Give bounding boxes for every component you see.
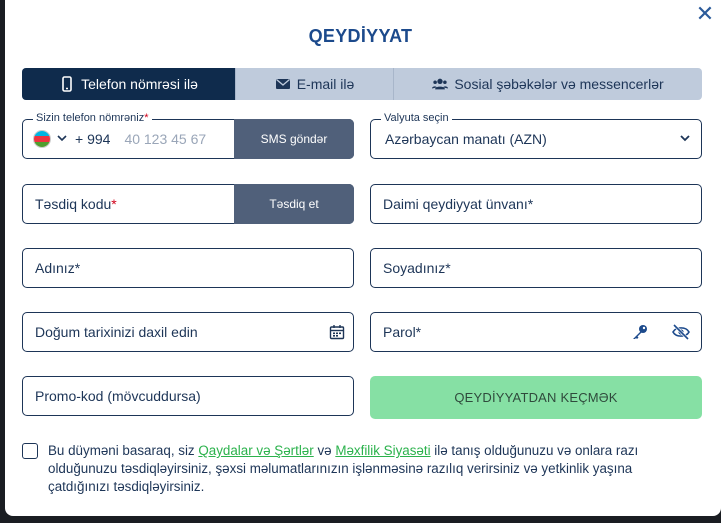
modal-title: QEYDİYYAT — [308, 26, 413, 46]
registration-tabs — [22, 68, 702, 100]
password-field[interactable] — [370, 312, 702, 352]
phone-input[interactable]: 40 123 45 67 — [124, 131, 207, 147]
eye-slash-icon[interactable] — [671, 323, 691, 341]
birth-date-placeholder: Doğum tarixinizi daxil edin — [35, 324, 198, 340]
confirm-code-placeholder: Təsdiq kodu* — [35, 196, 117, 212]
consent-text: Bu düyməni basaraq, siz Qaydalar və Şərtlər və Məxfilik Siyasəti ilə tanış olduğunuzu və onlara razı olduğunuzu təsdiqləyirsiniz, şəxsi məlumatlarınızın işlənməsinə razılıq verirsiniz və yetkinlik yaşına çatdığınızı təsdiqləyirsiniz. — [48, 443, 639, 494]
currency-label: Valyuta seçin — [381, 112, 452, 124]
phone-field[interactable] — [22, 112, 354, 159]
tab-social[interactable] — [394, 68, 702, 100]
tab-social-label: Sosial şəbəkələr və messencerlər — [454, 76, 664, 92]
phone-icon — [59, 76, 75, 92]
key-icon[interactable] — [631, 323, 649, 341]
consent-block — [22, 442, 692, 496]
address-placeholder: Daimi qeydiyyat ünvanı* — [383, 196, 534, 212]
promo-code-placeholder: Promo-kod (mövcuddursa) — [35, 388, 201, 404]
consent-checkbox[interactable] — [22, 443, 38, 459]
confirm-code-field[interactable] — [22, 184, 354, 224]
country-code: + 994 — [75, 131, 111, 147]
register-button[interactable]: QEYDİYYATDAN KEÇMƏK — [370, 376, 702, 419]
tab-email[interactable] — [236, 68, 394, 100]
password-placeholder: Parol* — [383, 324, 422, 340]
currency-value: Azərbaycan manatı (AZN) — [385, 131, 547, 147]
tab-phone-label: Telefon nömrəsi ilə — [81, 76, 198, 92]
terms-link[interactable]: Qaydalar və Şərtlər — [198, 443, 314, 458]
chevron-down-icon[interactable] — [679, 132, 691, 144]
privacy-policy-link[interactable]: Məxfilik Siyasəti — [335, 443, 431, 458]
calendar-icon[interactable] — [329, 324, 345, 340]
birth-date-field[interactable] — [22, 312, 354, 352]
send-sms-button[interactable]: SMS göndər — [234, 119, 354, 159]
address-field[interactable] — [370, 184, 702, 224]
phone-label: Sizin telefon nömrəniz* — [33, 112, 152, 124]
promo-code-field[interactable] — [22, 376, 354, 416]
currency-select[interactable] — [370, 112, 702, 159]
chevron-down-icon[interactable] — [57, 134, 67, 145]
close-icon[interactable]: ✕ — [695, 1, 715, 26]
first-name-placeholder: Adınız* — [35, 260, 81, 276]
tab-email-label: E-mail ilə — [296, 76, 355, 92]
first-name-field[interactable] — [22, 248, 354, 288]
envelope-icon — [275, 76, 291, 92]
last-name-placeholder: Soyadınız* — [383, 260, 451, 276]
confirm-button[interactable]: Təsdiq et — [234, 184, 354, 224]
last-name-field[interactable] — [370, 248, 702, 288]
azerbaijan-flag-icon[interactable] — [33, 130, 51, 148]
users-icon — [432, 76, 448, 92]
tab-phone[interactable] — [22, 68, 236, 100]
